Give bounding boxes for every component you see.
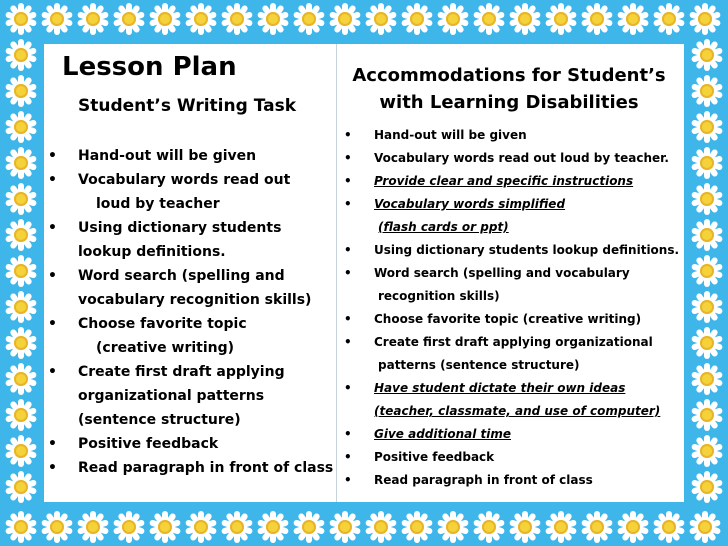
bullet-icon: • — [344, 335, 352, 349]
list-item-continuation: (flash cards or ppt) — [378, 220, 509, 234]
sunflower-icon — [4, 74, 38, 108]
sunflower-icon — [40, 2, 74, 36]
list-item: • Read paragraph in front of class — [344, 469, 680, 492]
list-item: • Vocabulary words simplified — [344, 193, 680, 216]
sunflower-icon — [580, 2, 614, 36]
sunflower-icon — [184, 2, 218, 36]
sunflower-icon — [690, 434, 724, 468]
sunflower-icon — [508, 2, 542, 36]
sunflower-icon — [112, 510, 146, 544]
sunflower-icon — [4, 218, 38, 252]
sunflower-icon — [4, 434, 38, 468]
sunflower-icon — [148, 2, 182, 36]
sunflower-icon — [328, 510, 362, 544]
column-divider — [336, 44, 337, 502]
left-bullet-list — [48, 144, 334, 480]
sunflower-icon — [690, 398, 724, 432]
bullet-icon: • — [344, 243, 352, 257]
sunflower-icon — [4, 398, 38, 432]
sunflower-icon — [220, 510, 254, 544]
bullet-icon: • — [48, 268, 57, 284]
list-item: • Word search (spelling and vocabulary recognition skills) — [48, 264, 334, 312]
sunflower-icon — [4, 2, 38, 36]
right-bullet-list — [344, 124, 680, 492]
sunflower-icon — [616, 510, 650, 544]
sunflower-icon — [690, 146, 724, 180]
bullet-icon: • — [48, 220, 57, 236]
sunflower-icon — [472, 2, 506, 36]
sunflower-icon — [76, 2, 110, 36]
list-item: • Using dictionary students lookup definitions. — [48, 216, 334, 264]
sunflower-icon — [184, 510, 218, 544]
bullet-icon: • — [344, 174, 352, 188]
sunflower-icon — [690, 254, 724, 288]
list-item: • Have student dictate their own ideas — [344, 377, 680, 400]
sunflower-icon — [580, 510, 614, 544]
list-item-continuation: (teacher, classmate, and use of computer) — [374, 404, 661, 418]
sunflower-icon — [364, 510, 398, 544]
sunflower-icon — [4, 362, 38, 396]
bullet-icon: • — [48, 364, 57, 380]
bullet-icon: • — [344, 197, 352, 211]
sunflower-icon — [148, 510, 182, 544]
sunflower-icon — [652, 510, 686, 544]
list-item: • Using dictionary students lookup definitions. — [344, 239, 680, 262]
bullet-icon: • — [344, 473, 352, 487]
sunflower-icon — [4, 470, 38, 504]
sunflower-icon — [508, 510, 542, 544]
bullet-icon: • — [344, 312, 352, 326]
list-item: • Word search (spelling and vocabulary — [344, 262, 680, 285]
sunflower-icon — [688, 510, 722, 544]
sunflower-icon — [472, 510, 506, 544]
sunflower-icon — [40, 510, 74, 544]
right-column-heading: Accommodations for Student’s with Learning Disabilities — [352, 65, 666, 113]
bullet-icon: • — [48, 436, 57, 452]
sunflower-icon — [436, 510, 470, 544]
sunflower-icon — [220, 2, 254, 36]
bullet-icon: • — [344, 427, 352, 441]
bullet-icon: • — [344, 450, 352, 464]
left-column-heading: Student’s Writing Task — [78, 96, 297, 116]
list-item: • Positive feedback — [344, 446, 680, 469]
sunflower-icon — [292, 2, 326, 36]
list-item: • Hand-out will be given — [344, 124, 680, 147]
sunflower-icon — [690, 326, 724, 360]
bullet-icon: • — [344, 128, 352, 142]
bullet-icon: • — [48, 172, 57, 188]
bullet-icon: • — [344, 151, 352, 165]
sunflower-icon — [690, 218, 724, 252]
sunflower-icon — [690, 362, 724, 396]
sunflower-icon — [4, 146, 38, 180]
sunflower-icon — [436, 2, 470, 36]
sunflower-icon — [76, 510, 110, 544]
sunflower-icon — [4, 110, 38, 144]
list-item: • Vocabulary words read out — [48, 168, 334, 192]
list-item: • Vocabulary words read out loud by teacher. — [344, 147, 680, 170]
sunflower-icon — [690, 290, 724, 324]
list-item: • Give additional time — [344, 423, 680, 446]
bullet-icon: • — [48, 316, 57, 332]
list-item: • Read paragraph in front of class — [48, 456, 334, 480]
sunflower-icon — [690, 74, 724, 108]
list-item: • Provide clear and specific instructions — [344, 170, 680, 193]
sunflower-icon — [4, 182, 38, 216]
page-title: Lesson Plan — [62, 52, 237, 82]
sunflower-icon — [292, 510, 326, 544]
list-item-continuation: patterns (sentence structure) — [378, 358, 580, 372]
sunflower-icon — [688, 2, 722, 36]
bullet-icon: • — [344, 266, 352, 280]
sunflower-icon — [4, 510, 38, 544]
sunflower-icon — [400, 510, 434, 544]
list-item: • Positive feedback — [48, 432, 334, 456]
sunflower-icon — [652, 2, 686, 36]
sunflower-icon — [328, 2, 362, 36]
sunflower-icon — [4, 290, 38, 324]
bullet-icon: • — [48, 460, 57, 476]
sunflower-icon — [544, 2, 578, 36]
list-item-continuation: loud by teacher — [96, 196, 220, 212]
list-item-continuation: (creative writing) — [96, 340, 235, 356]
sunflower-icon — [112, 2, 146, 36]
sunflower-icon — [4, 38, 38, 72]
list-item: • Choose favorite topic (creative writing) — [344, 308, 680, 331]
sunflower-icon — [690, 470, 724, 504]
sunflower-icon — [690, 38, 724, 72]
bullet-icon: • — [48, 148, 57, 164]
list-item: • Create first draft applying organizational patterns (sentence structure) — [48, 360, 334, 432]
sunflower-icon — [256, 2, 290, 36]
bullet-icon: • — [344, 381, 352, 395]
sunflower-icon — [690, 110, 724, 144]
list-item-continuation: recognition skills) — [378, 289, 500, 303]
sunflower-icon — [616, 2, 650, 36]
sunflower-icon — [690, 182, 724, 216]
sunflower-icon — [4, 326, 38, 360]
sunflower-icon — [364, 2, 398, 36]
sunflower-icon — [256, 510, 290, 544]
list-item: • Hand-out will be given — [48, 144, 334, 168]
sunflower-icon — [4, 254, 38, 288]
list-item: • Choose favorite topic — [48, 312, 334, 336]
list-item: • Create first draft applying organizational — [344, 331, 680, 354]
sunflower-icon — [544, 510, 578, 544]
sunflower-icon — [400, 2, 434, 36]
